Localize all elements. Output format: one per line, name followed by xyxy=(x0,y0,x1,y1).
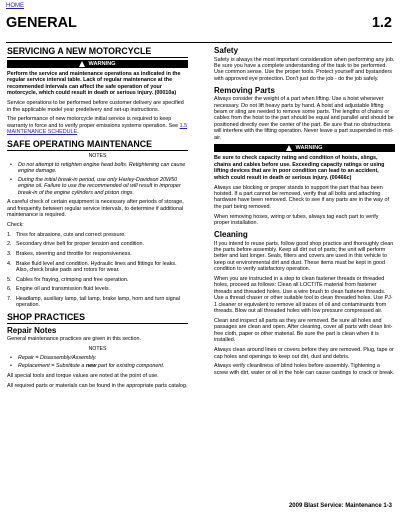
check-item xyxy=(7,261,188,274)
notes-label: NOTES xyxy=(88,346,107,353)
paragraph: When you are instructed in a step to clean fastener threads or threaded holes, proceed as follows: Clean all LOCTITE material from fastener threads and threaded holes. Use a wire brush to clean fastener threads. Use a thread chaser or other suitable tool to clean threaded holes. Use PJ-1 cleaner or equivalent to remove all traces of oil and contaminants from threads. Blow out all threaded holes with low pressure compressed air. xyxy=(214,276,393,315)
check-item xyxy=(7,277,188,283)
paragraph: Always verify cleanliness of blind holes before assembly. Tightening a screw with dirt, water or oil in the hole can cause castings to crack or break. xyxy=(214,363,395,376)
check-text: Cables for fraying, crimping and free operation. xyxy=(16,276,129,283)
check-number: 4. xyxy=(7,260,12,267)
right-column xyxy=(214,44,395,380)
warning-label: WARNING xyxy=(295,145,323,152)
notes-list xyxy=(7,355,188,370)
paragraph: Always use blocking or proper stands to support the part that has been hoisted. If a part cannot be removed, verify that all bolts and attaching hardware have been removed. Check to see if any parts are in the way of the part being removed. xyxy=(214,184,389,210)
note-item: • Repair = Disassembly/Assembly. xyxy=(7,355,188,361)
section-number: 1.2 xyxy=(371,15,392,31)
paragraph: Always consider the weight of a part when lifting. Use a hoist whenever necessary. Do not lift heavy parts by hand. A hoist and adjustable lifting beam or sling are needed to remove some parts. The lengths of chains or cables from the hoist to the part should be equal and parallel and should be positioned directly over the center of the part. Be sure that no obstructions will interfere with the lifting operation. Never leave a part suspended in mid-air. xyxy=(214,96,394,141)
note-bold-text: new xyxy=(85,363,97,370)
check-label: Check: xyxy=(7,221,24,228)
warning-text: Perform the service and maintenance operations as indicated in the regular service interval table. Lack of regular maintenance at the recommended intervals can affect the safe operation of your motorcycle, which could result in death or serious injury. (00010a) xyxy=(7,71,181,97)
check-item xyxy=(7,286,188,292)
note-text: Replacement = Substitute a xyxy=(18,363,86,370)
check-text: Secondary drive belt for proper tension and condition. xyxy=(16,241,144,248)
section-heading-servicing: SERVICING A NEW MOTORCYCLE xyxy=(7,46,188,58)
note-item xyxy=(7,363,188,369)
warning-text: Be sure to check capacity rating and condition of hoists, slings, chains and cables before use. Exceeding capacity ratings or using lifting devices that are in poor condition can lead to an accident, which could result in death or serious injury. (00466c) xyxy=(214,155,385,181)
check-item xyxy=(7,241,188,247)
paragraph: General maintenance practices are given in this section. xyxy=(7,336,141,343)
check-item xyxy=(7,296,188,309)
paragraph: When removing hoses, wiring or tubes, always tag each part to verify proper installation. xyxy=(214,213,379,227)
paragraph: If you intend to reuse parts, follow good shop practice and thoroughly clean the parts before assembly. Keep all dirt out of parts; the unit will perform better and last longer. Seals, filters and covers are used in this vehicle to keep out environmental dirt and dust. These items must be kept in good condition to verify satisfactory operation. xyxy=(214,240,394,273)
subheading-removing-parts: Removing Parts xyxy=(214,85,275,95)
paragraph: Always clean around lines or covers before they are removed. Plug, tape or cap holes and openings to keep out dirt, dust and debris. xyxy=(214,347,394,360)
warning-triangle-icon xyxy=(79,61,85,67)
paragraph-text: . xyxy=(77,129,79,136)
notes-label: NOTES xyxy=(88,153,107,160)
check-number: 2. xyxy=(7,241,12,248)
subheading-safety: Safety xyxy=(214,46,239,55)
warning-banner xyxy=(7,60,188,68)
paragraph: All special tools and torque values are noted at the point of use. xyxy=(7,372,159,379)
check-number: 6. xyxy=(7,286,12,293)
check-text: Headlamp, auxiliary lamp, tail lamp, brake lamp, horn and turn signal operation. xyxy=(16,295,180,309)
section-heading-safe-operating: SAFE OPERATING MAINTENANCE xyxy=(7,139,188,151)
maintenance-schedule-link[interactable]: 1.5 MAINTENANCE SCHEDULE xyxy=(7,122,188,136)
home-link[interactable]: HOME xyxy=(6,3,24,9)
paragraph: Clean and inspect all parts as they are removed. Be sure all holes and passages are clean and open. After cleaning, cover all parts with clean lint-free cloth, paper or other material. Be sure the part is clean when it is installed. xyxy=(214,318,393,344)
warning-banner xyxy=(214,144,395,152)
warning-triangle-icon xyxy=(286,145,292,151)
note-item: • Do not attempt to retighten engine head bolts. Retightening can cause engine damage. xyxy=(7,162,188,175)
check-list xyxy=(7,232,188,309)
note-text: part for existing component. xyxy=(96,363,165,370)
page-header xyxy=(6,12,392,43)
warning-label: WARNING xyxy=(88,60,116,67)
check-text: Brake fluid level and condition. Hydraulic lines and fittings for leaks. Also, check brake pads and rotors for wear. xyxy=(16,260,177,273)
paragraph: A careful check of certain equipment is necessary after periods of storage, and frequently between regular service intervals, to determine if additional maintenance is required. xyxy=(7,199,184,218)
check-number: 3. xyxy=(7,250,12,257)
paragraph: Service operations to be performed before customer delivery are specified in the applicable model year predelivery and set-up instructions. xyxy=(7,100,184,113)
check-text: Engine oil and transmission fluid levels. xyxy=(16,286,111,293)
subheading-cleaning: Cleaning xyxy=(214,230,248,240)
check-text: Brakes, steering and throttle for responsiveness. xyxy=(16,250,132,257)
check-item xyxy=(7,232,188,238)
note-item: • During the initial break-in period, use only Harley-Davidson 20W50 engine oil. Failure to use the recommended oil will result in improper break-in of the engine cylinders and piston rings. xyxy=(7,177,188,196)
page-title: GENERAL xyxy=(6,15,77,31)
page-footer: 2009 Blast Service: Maintenance 1-3 xyxy=(288,503,392,509)
left-column xyxy=(7,44,188,393)
paragraph: All required parts or materials can be found in the appropriate parts catalog. xyxy=(7,382,188,389)
paragraph-text: The performance of new motorcycle initial service is required to keep warranty in force and to verify proper emissions systems operation. See xyxy=(7,116,180,129)
check-number: 5. xyxy=(7,276,12,283)
paragraph: Safety is always the most important consideration when performing any job. Be sure you have a complete understanding of the task to be performed. Use common sense. Use the proper tools. Protect yourself and bystanders with approved eye protection. Don't just do the job - do the job safely. xyxy=(214,56,395,82)
check-number: 1. xyxy=(7,231,12,238)
subheading-repair-notes: Repair Notes xyxy=(7,325,57,335)
check-text: Tires for abrasions, cuts and correct pressure. xyxy=(16,231,126,238)
section-heading-shop-practices: SHOP PRACTICES xyxy=(7,312,188,324)
notes-list xyxy=(7,162,188,197)
paragraph xyxy=(7,116,188,135)
check-number: 7. xyxy=(7,295,12,302)
check-item xyxy=(7,251,188,257)
